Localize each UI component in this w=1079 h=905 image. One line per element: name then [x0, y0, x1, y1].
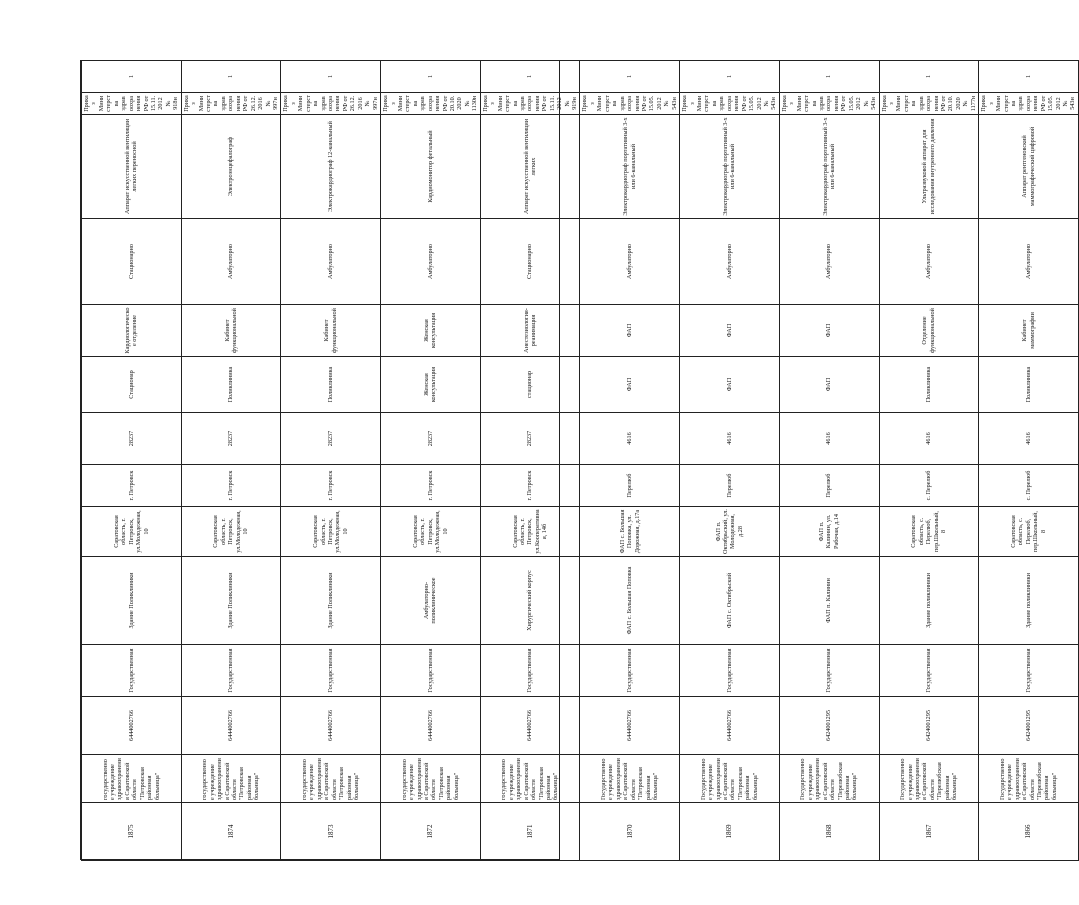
- table-cell: Перелюб: [779, 465, 879, 507]
- table-cell: 1: [580, 61, 680, 93]
- record-number: 1869: [680, 803, 780, 861]
- table-cell: Анестезиология-реанимация: [480, 305, 580, 357]
- table-cell: 6444002766: [181, 697, 281, 755]
- table-cell: 6424001295: [979, 697, 1079, 755]
- table-cell: Здание поликлиники: [879, 557, 979, 645]
- table-cell: 1: [979, 61, 1079, 93]
- table-cell: г. Петровск: [480, 465, 580, 507]
- table-cell: Стационар: [82, 357, 182, 413]
- table-cell: Амбулаторно: [181, 219, 281, 305]
- table-cell: Кабинет функциональной: [181, 305, 281, 357]
- record-number: 1871: [480, 803, 580, 861]
- table-cell: Государственная: [979, 645, 1079, 697]
- table-cell: Амбулаторно: [979, 219, 1079, 305]
- table-cell: Амбулаторно: [779, 219, 879, 305]
- table-cell: 1: [680, 61, 780, 93]
- table-cell: Государственная: [281, 645, 381, 697]
- table-cell: ФАП п. Октябрьский, ул. Молодежная, д.28: [680, 507, 780, 557]
- table-cell: ФАП: [779, 357, 879, 413]
- table-cell: ФАП п. Калинин: [779, 557, 879, 645]
- table-cell: государственное учреждение здравоохранения Саратовской области "Петровская районная больница": [82, 755, 182, 803]
- table-cell: государственное учреждение здравоохранения Саратовской области "Петровская районная больница": [181, 755, 281, 803]
- table-cell: Кардиологическое отделение: [82, 305, 182, 357]
- table-cell: 28237: [181, 413, 281, 465]
- table-cell: Аппарат искусственной вентиляции легких: [480, 115, 580, 219]
- table-cell: 6444002766: [82, 697, 182, 755]
- table-cell: Государственная: [779, 645, 879, 697]
- table-cell: 1: [381, 61, 481, 93]
- table-row: [480, 61, 580, 861]
- table-cell: Стационарно: [82, 219, 182, 305]
- table-cell: государственное учреждение здравоохранения Саратовской области "Петровская районная больница": [480, 755, 580, 803]
- table-cell: 6424001295: [879, 697, 979, 755]
- table-cell: Саратовская область, с. Перелюб, пер.Школьный, 8: [879, 507, 979, 557]
- document-sheet: [80, 60, 1077, 860]
- table-cell: Поликлиника: [979, 357, 1079, 413]
- table-cell: Женская консультация: [381, 305, 481, 357]
- table-cell: ФАП с. Большая Поповка, ул. Дорожная, д.17а: [580, 507, 680, 557]
- table-cell: г. Петровск: [381, 465, 481, 507]
- table-cell: Приказ Министерства здравоохранения РФ от 20.10.2020 № 1177н: [879, 93, 979, 115]
- table-cell: 6444002766: [381, 697, 481, 755]
- table-cell: 4616: [580, 413, 680, 465]
- table-cell: Приказ Министерства здравоохранения РФ от 15.05.2012 № 543н: [680, 93, 780, 115]
- table-cell: ФАП: [779, 305, 879, 357]
- table-cell: Приказ Министерства здравоохранения РФ от 15.11.2012 № 918н: [82, 93, 182, 115]
- table-cell: Ультразвуковой аппарат для исследования внутреннего давления: [879, 115, 979, 219]
- table-cell: с. Перелюб: [979, 465, 1079, 507]
- table-cell: Государственная: [680, 645, 780, 697]
- table-cell: Перелюб: [680, 465, 780, 507]
- table-row: [779, 61, 879, 861]
- table-cell: Аппарат рентгеновский маммографический цифровой: [979, 115, 1079, 219]
- equipment-table: [81, 60, 1079, 861]
- table-cell: Стационарно: [480, 219, 580, 305]
- record-number: 1874: [181, 803, 281, 861]
- table-cell: Государственная: [381, 645, 481, 697]
- table-cell: 28237: [82, 413, 182, 465]
- record-number: 1872: [381, 803, 481, 861]
- table-row: [381, 61, 481, 861]
- table-cell: Приказ Министерства здравоохранения РФ от 15.11.2012 № 919н: [480, 93, 580, 115]
- table-cell: ФАП п. Калинин, ул. Рабочая, д.14: [779, 507, 879, 557]
- table-cell: Поликлиника: [181, 357, 281, 413]
- table-cell: Государственная: [480, 645, 580, 697]
- table-cell: г. Петровск: [82, 465, 182, 507]
- table-cell: Перелюб: [580, 465, 680, 507]
- table-cell: Электроэнцефалограф: [181, 115, 281, 219]
- table-row: [82, 61, 182, 861]
- table-cell: 1: [779, 61, 879, 93]
- table-cell: Кабинет маммографии: [979, 305, 1079, 357]
- table-cell: 28237: [281, 413, 381, 465]
- table-cell: Амбулаторно: [281, 219, 381, 305]
- table-cell: Электрокардиограф 12-канальный: [281, 115, 381, 219]
- table-cell: ФАП: [580, 357, 680, 413]
- table-cell: Саратовская область, г. Петровск, ул.Кооперативная, 14б: [480, 507, 580, 557]
- table-cell: г. Петровск: [181, 465, 281, 507]
- table-cell: Государственная: [879, 645, 979, 697]
- table-cell: Женская консультация: [381, 357, 481, 413]
- table-row: [979, 61, 1079, 861]
- table-cell: 28237: [480, 413, 580, 465]
- table-cell: Государственное учреждение здравоохранения Саратовской области "Перелюбская районная больница": [879, 755, 979, 803]
- table-cell: Электрокардиограф портативный 3-х или 6-канальный: [680, 115, 780, 219]
- table-cell: Приказ Министерства здравоохранения РФ от 26.12.2016 № 997н: [281, 93, 381, 115]
- table-cell: государственное учреждение здравоохранения Саратовской области "Петровская районная больница": [381, 755, 481, 803]
- table-cell: 6424001295: [779, 697, 879, 755]
- table-cell: Приказ Министерства здравоохранения РФ от 15.05.2012 № 543н: [580, 93, 680, 115]
- table-cell: Саратовская область, г. Петровск, ул.Молодежная,10: [281, 507, 381, 557]
- record-number: 1870: [580, 803, 680, 861]
- table-cell: 1: [281, 61, 381, 93]
- table-cell: Здание Поликлиники: [82, 557, 182, 645]
- table-cell: Хирургический корпус: [480, 557, 580, 645]
- record-number: 1866: [979, 803, 1079, 861]
- table-cell: Кардиомонитор фетальный: [381, 115, 481, 219]
- table-cell: Амбулаторно: [879, 219, 979, 305]
- table-cell: Кабинет функциональной: [281, 305, 381, 357]
- table-cell: 6444002766: [580, 697, 680, 755]
- rotated-table-wrapper: [81, 61, 1077, 861]
- table-cell: Здание Поликлиники: [181, 557, 281, 645]
- table-cell: Амбулаторно: [580, 219, 680, 305]
- table-cell: 4616: [879, 413, 979, 465]
- table-cell: 6444002766: [480, 697, 580, 755]
- table-cell: ФАП с. Октябрьский: [680, 557, 780, 645]
- table-cell: 6444002766: [281, 697, 381, 755]
- table-cell: Саратовская область, г. Петровск, ул.Молодежная,10: [181, 507, 281, 557]
- record-number: 1873: [281, 803, 381, 861]
- table-cell: Поликлиника: [879, 357, 979, 413]
- table-cell: 1: [480, 61, 580, 93]
- table-cell: ФАП: [580, 305, 680, 357]
- table-cell: Саратовская область, г. Петровск, ул.Молодежная,10: [82, 507, 182, 557]
- table-cell: Электрокардиограф портативный 3-х или 6-канальный: [580, 115, 680, 219]
- table-cell: Государственное учреждение здравоохранения Саратовской области "Перелюбская районная больница": [779, 755, 879, 803]
- record-number: 1868: [779, 803, 879, 861]
- table-cell: 6444002766: [680, 697, 780, 755]
- table-cell: 1: [181, 61, 281, 93]
- table-cell: Амбулаторно: [381, 219, 481, 305]
- table-cell: Приказ Министерства здравоохранения РФ от 15.05.2012 № 543н: [779, 93, 879, 115]
- table-cell: Приказ Министерства здравоохранения РФ от 15.05.2012 № 543н: [979, 93, 1079, 115]
- table-cell: Государственное учреждение здравоохранения Саратовской области "Петровская районная больница": [680, 755, 780, 803]
- table-cell: ФАП: [680, 357, 780, 413]
- table-cell: государственное учреждение здравоохранения Саратовской области "Петровская районная больница": [281, 755, 381, 803]
- table-cell: 1: [879, 61, 979, 93]
- table-row: [879, 61, 979, 861]
- table-cell: Поликлиника: [281, 357, 381, 413]
- table-cell: Амбулаторно: [680, 219, 780, 305]
- table-cell: Отделение функциональной: [879, 305, 979, 357]
- table-cell: стационар: [480, 357, 580, 413]
- table-cell: Здание Поликлиники: [281, 557, 381, 645]
- table-cell: 4616: [979, 413, 1079, 465]
- table-cell: Государственная: [181, 645, 281, 697]
- table-cell: Аппарат искусственной вентиляции легких переносной: [82, 115, 182, 219]
- table-cell: 1: [82, 61, 182, 93]
- table-cell: Государственное учреждение здравоохранения Саратовской области "Петровская районная больница": [580, 755, 680, 803]
- table-row: [680, 61, 780, 861]
- table-cell: Государственное учреждение здравоохранения Саратовской области "Перелюбская районная больница": [979, 755, 1079, 803]
- table-cell: г. Петровск: [281, 465, 381, 507]
- table-cell: Здание поликлиники: [979, 557, 1079, 645]
- table-cell: Приказ Министерства здравоохранения РФ от 20.10.2020 № 1130н: [381, 93, 481, 115]
- table-cell: с. Перелюб: [879, 465, 979, 507]
- table-row: [181, 61, 281, 861]
- table-cell: Электрокардиограф портативный 3-х или 6-канальный: [779, 115, 879, 219]
- table-cell: 4616: [779, 413, 879, 465]
- table-cell: Амбулаторно-поликлиническое: [381, 557, 481, 645]
- table-cell: Саратовская область, г. Петровск, ул.Молодежная,10: [381, 507, 481, 557]
- table-cell: 4616: [680, 413, 780, 465]
- table-cell: Саратовская область, с. Перелюб, пер.Школьный, 8: [979, 507, 1079, 557]
- table-cell: ФАП с. Большая Поповка: [580, 557, 680, 645]
- table-cell: Приказ Министерства здравоохранения РФ от 26.12.2016 № 997н: [181, 93, 281, 115]
- record-number: 1875: [82, 803, 182, 861]
- table-cell: Государственная: [82, 645, 182, 697]
- table-row: [580, 61, 680, 861]
- table-cell: Государственная: [580, 645, 680, 697]
- table-cell: 28237: [381, 413, 481, 465]
- table-cell: ФАП: [680, 305, 780, 357]
- record-number: 1867: [879, 803, 979, 861]
- table-row: [281, 61, 381, 861]
